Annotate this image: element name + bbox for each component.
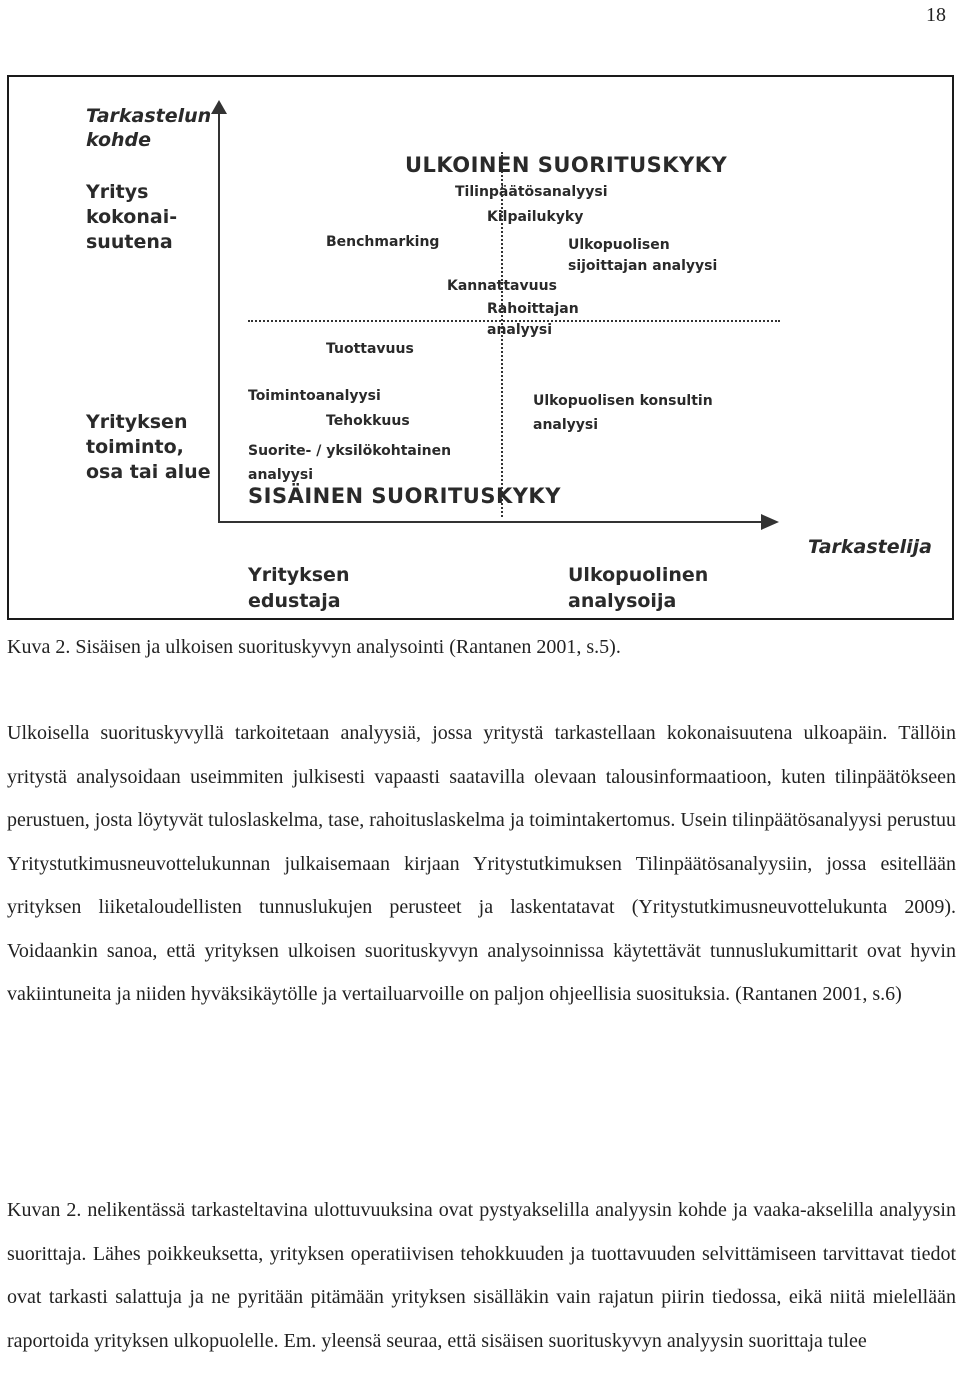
- page-number: 18: [926, 4, 946, 26]
- x-axis-title: Tarkastelija: [808, 536, 932, 558]
- item-suorite-yksilokohtainen-analyysi: Suorite- / yksilökohtainen analyysi: [248, 443, 452, 483]
- paragraph-2: Kuvan 2. nelikentässä tarkasteltavina ulottuvuuksina ovat pystyakselilla analyysin kohde ja vaaka-akselilla analyysin suorittaja. Lähes poikkeuksetta, yrityksen operatiivisen tehokkuuden ja tuottavuuden selvittämiseen tarvittavat tiedot ovat tarkasti salattuja ja ne pyritään pitämään yrityksen sisälläkin vain rajatun piirin tiedossa, eikä niitä mielellään raportoida yrityksen ulkopuolelle. Em. yleensä seuraa, että sisäisen suorituskyvyn analyysin suorittaja tulee: [7, 1199, 956, 1352]
- item-tilinpaatosanalyysi: Tilinpäätösanalyysi: [455, 184, 608, 200]
- item-ulkopuolisen-konsultin-analyysi: Ulkopuolisen konsultin analyysi: [533, 393, 713, 433]
- internal-performance-heading: SISÄINEN SUORITUSKYKY: [248, 484, 561, 508]
- figure-caption: Kuva 2. Sisäisen ja ulkoisen suorituskyvyn analysointi (Rantanen 2001, s.5).: [7, 636, 621, 658]
- y-axis-title: Tarkastelun kohde: [86, 105, 212, 151]
- item-toimintoanalyysi: Toimintoanalyysi: [248, 388, 381, 404]
- y-axis-bottom-label: Yrityksen toiminto, osa tai alue: [86, 411, 211, 483]
- x-axis-left-label: Yrityksen edustaja: [248, 564, 350, 612]
- paragraph-1: Ulkoisella suorituskyvyllä tarkoitetaan analyysiä, jossa yritystä tarkastellaan kokonaisuutena ulkoapäin. Tällöin yritystä analysoidaan useimmiten julkisesti vapaasti saatavilla olevaan talousinformaatioon, kuten tilinpäätökseen perustuen, josta löytyvät tuloslaskelma, tase, rahoituslaskelma ja toimintakertomus. Usein tilinpäätösanalyysi perustuu Yritystutkimusneuvottelukunnan julkaisemaan kirjaan Yritystutkimuksen Tilinpäätösanalyysiin, jossa esitellään yrityksen liiketaloudellisten tunnuslukujen perusteet ja laskentatavat (Yritystutkimusneuvottelukunta 2009). Voidaankin sanoa, että yrityksen ulkoisen suorituskyvyn analysoinnissa käytettävät tunnuslukumittarit ovat hyvin vakiintuneita ja niiden hyväksikäytölle ja vertailuarvoille on paljon ohjeellisia suosituksia. (Rantanen 2001, s.6): [7, 722, 956, 1005]
- item-benchmarking: Benchmarking: [326, 234, 440, 250]
- item-tuottavuus: Tuottavuus: [326, 341, 414, 357]
- item-kannattavuus: Kannattavuus: [447, 278, 557, 294]
- y-axis-top-label: Yritys kokonai-suutena: [86, 181, 178, 253]
- horizontal-axis: [218, 521, 763, 523]
- vertical-axis: [218, 110, 220, 522]
- item-ulkopuolisen-sijoittajan-analyysi: Ulkopuolisen sijoittajan analyysi: [568, 237, 718, 274]
- horizontal-axis-arrow-icon: [761, 514, 779, 530]
- item-tehokkuus: Tehokkuus: [326, 413, 410, 429]
- x-axis-right-label: Ulkopuolinen analysoija: [568, 564, 709, 612]
- external-performance-heading: ULKOINEN SUORITUSKYKY: [405, 153, 728, 177]
- item-kilpailukyky: Kilpailukyky: [487, 209, 584, 225]
- item-rahoittajan-analyysi: Rahoittajan analyysi: [487, 301, 579, 338]
